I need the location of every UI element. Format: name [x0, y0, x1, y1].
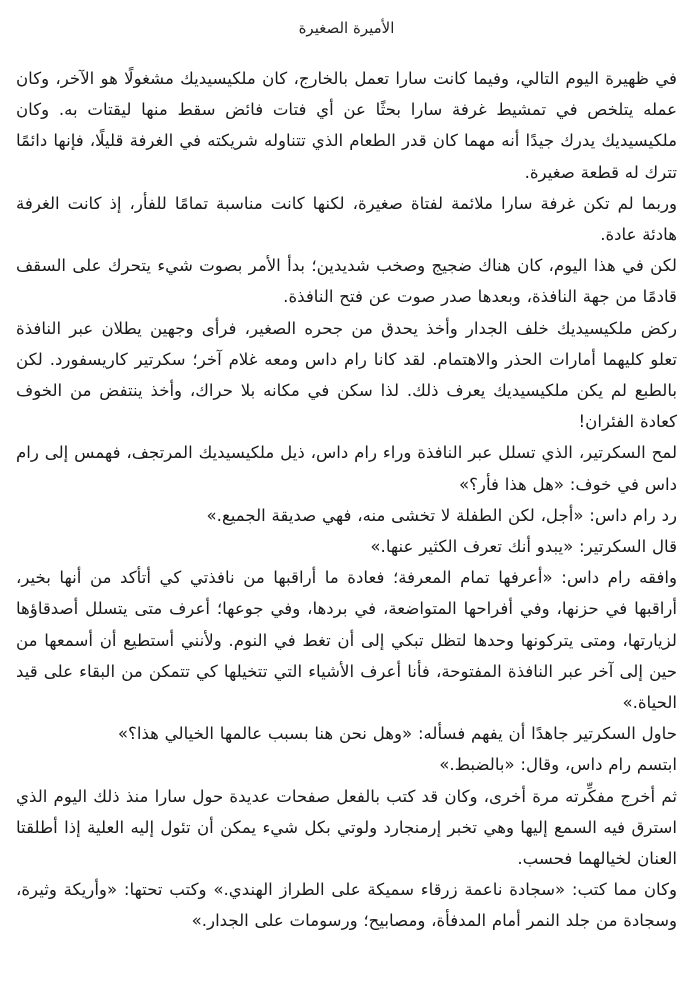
paragraph: وافقه رام داس: «أعرفها تمام المعرفة؛ فعادة ما أراقبها من نافذتي كي أتأكد من أنها بخير، أراقبها في حزنها، وفي أفراحها المتواضعة، في بردها، وفي جوعها؛ أعرف متى يتسلل أصدقاؤها لزيارتها، ومتى يتركونها وحدها لتظل تبكي إلى أن تغط في النوم. ولأنني أستطيع أن أسمعها من حين إلى آخر عبر النافذة المفتوحة، فأنا أعرف الأشياء التي تتخيلها كي تتمكن من البقاء على قيد الحياة.» [16, 568, 677, 713]
paragraph: وربما لم تكن غرفة سارا ملائمة لفتاة صغيرة، لكنها كانت مناسبة تمامًا للفأر، إذ كانت الغرفة هادئة عادة. [16, 193, 677, 245]
paragraph: رد رام داس: «أجل، لكن الطفلة لا تخشى منه، فهي صديقة الجميع.» [206, 505, 677, 525]
paragraph: حاول السكرتير جاهدًا أن يفهم فسأله: «وهل نحن هنا بسبب عالمها الخيالي هذا؟» [117, 724, 677, 744]
paragraph: وكان مما كتب: «سجادة ناعمة زرقاء سميكة على الطراز الهندي.» وكتب تحتها: «وأريكة وثيرة، وسجادة من جلد النمر أمام المدفأة، ومصابيح؛ ورسومات على الجدار.» [16, 880, 677, 931]
paragraph: لكن في هذا اليوم، كان هناك ضجيج وصخب شديدين؛ بدأ الأمر بصوت شيء يتحرك على السقف قادمًا من جهة النافذة، وبعدها صدر صوت عن فتح النافذة. [16, 256, 677, 307]
paragraph: ثم أخرج مفكِّرته مرة أخرى، وكان قد كتب بالفعل صفحات عديدة حول سارا منذ ذلك اليوم الذي استرق فيه السمع إليها وهي تخبر إرمنجارد ولوتي بكل شيء يمكن أن تئول إليه العلية إذا أطلقتا العنان لخيالهما فحسب. [16, 786, 677, 869]
paragraph: في ظهيرة اليوم التالي، وفيما كانت سارا تعمل بالخارج، كان ملكيسيديك مشغولًا هو الآخر، وكان عمله يتلخص في تمشيط غرفة سارا بحثًا عن أي فتات فائض سقط منها ليقتات به. وكان ملكيسيديك يدرك جيدًا أنه مهما كان قدر الطعام الذي تتناوله شريكته في الغرفة قليلًا، فإنها دائمًا تترك له قطعة صغيرة. [16, 69, 677, 182]
paragraph: ركض ملكيسيديك خلف الجدار وأخذ يحدق من جحره الصغير، فرأى وجهين يطلان عبر النافذة تعلو كليهما أمارات الحذر والاهتمام. لقد كانا رام داس ومعه غلام آخر؛ سكرتير كاريسفورد. لكن بالطبع لم يكن ملكيسيديك يعرف ذلك. لذا سكن في مكانه بلا حراك، وأخذ ينتفض من الخوف كعادة الفئران! [16, 318, 677, 432]
running-header: الأميرة الصغيرة [298, 19, 395, 37]
paragraph: قال السكرتير: «يبدو أنك تعرف الكثير عنها.» [370, 537, 677, 557]
page-body [16, 63, 677, 937]
paragraph: لمح السكرتير، الذي تسلل عبر النافذة وراء رام داس، ذيل ملكيسيديك المرتجف، فهمس إلى رام داس في خوف: «هل هذا فأر؟» [16, 443, 677, 494]
paragraph: ابتسم رام داس، وقال: «بالضبط.» [439, 755, 677, 775]
